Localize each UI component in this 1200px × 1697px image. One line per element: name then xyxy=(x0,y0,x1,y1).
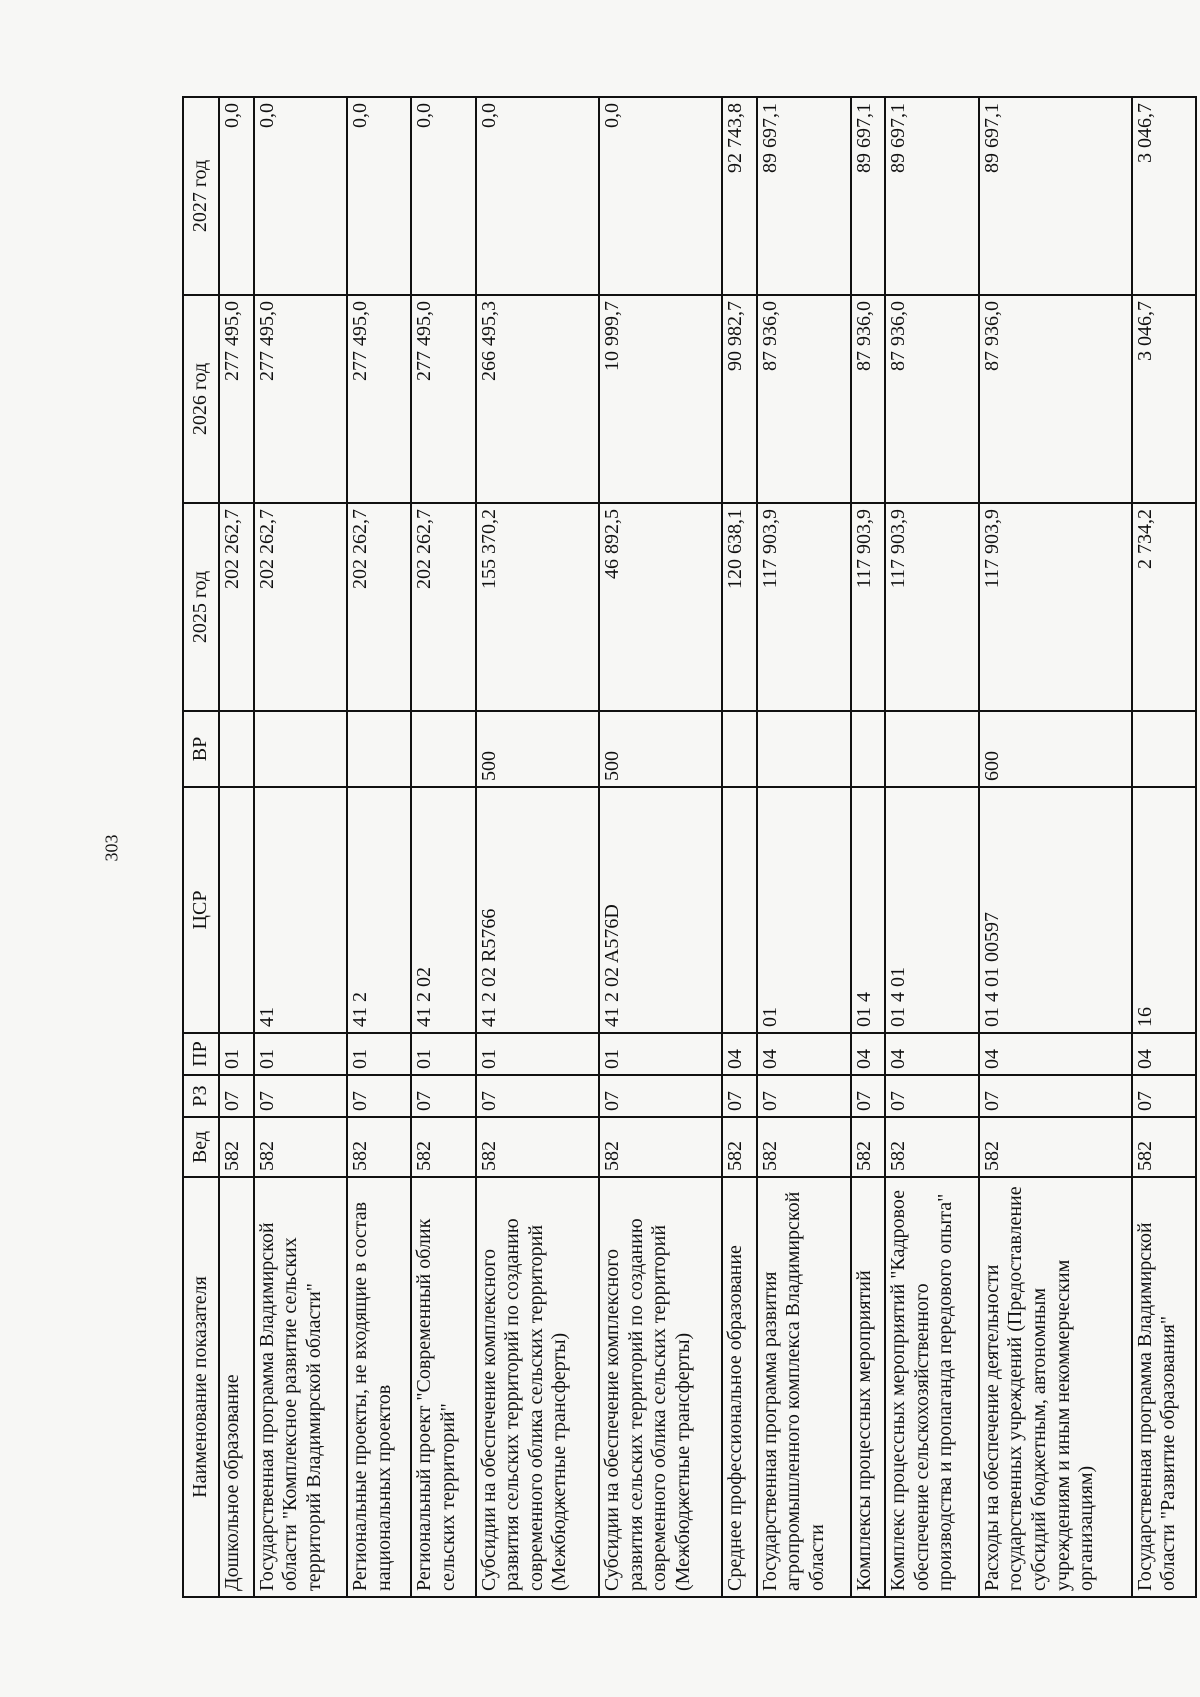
cell-ved: 582 xyxy=(851,1117,886,1177)
cell-2025: 117 903,9 xyxy=(979,503,1132,711)
header-vr: ВР xyxy=(183,711,219,787)
cell-vr: 500 xyxy=(476,711,599,787)
cell-ved: 582 xyxy=(599,1117,722,1177)
header-2025: 2025 год xyxy=(183,503,219,711)
cell-vr: 500 xyxy=(599,711,722,787)
cell-name: Расходы на обеспечение деятельности государственных учреждений (Предоставление субсидий бюджетным, автономным учреждениям и иным некоммерческим организациям) xyxy=(979,1177,1132,1597)
cell-csr: 16 xyxy=(1132,787,1196,1033)
cell-2027: 0,0 xyxy=(411,97,475,295)
cell-vr xyxy=(851,711,886,787)
cell-vr xyxy=(885,711,979,787)
cell-2027: 0,0 xyxy=(219,97,254,295)
cell-rz: 07 xyxy=(347,1075,411,1117)
cell-pr: 01 xyxy=(411,1033,475,1075)
cell-ved: 582 xyxy=(1132,1117,1196,1177)
cell-ved: 582 xyxy=(411,1117,475,1177)
page-number: 303 xyxy=(101,834,122,862)
table-row xyxy=(885,97,979,1597)
cell-csr: 01 4 01 00597 xyxy=(979,787,1132,1033)
cell-2025: 117 903,9 xyxy=(885,503,979,711)
cell-2026: 3 046,7 xyxy=(1132,295,1196,503)
table-row xyxy=(476,97,599,1597)
cell-2025: 202 262,7 xyxy=(219,503,254,711)
cell-2027: 89 697,1 xyxy=(979,97,1132,295)
cell-2027: 89 697,1 xyxy=(851,97,886,295)
cell-csr: 41 xyxy=(254,787,348,1033)
cell-2026: 87 936,0 xyxy=(757,295,851,503)
cell-vr xyxy=(1132,711,1196,787)
cell-rz: 07 xyxy=(411,1075,475,1117)
cell-2026: 277 495,0 xyxy=(219,295,254,503)
cell-vr xyxy=(411,711,475,787)
cell-2027: 0,0 xyxy=(476,97,599,295)
cell-vr xyxy=(722,711,757,787)
table-row xyxy=(219,97,254,1597)
cell-pr: 04 xyxy=(885,1033,979,1075)
cell-name: Государственная программа Владимирской области "Развитие образования" xyxy=(1132,1177,1196,1597)
table-row xyxy=(599,97,722,1597)
cell-name: Комплексы процессных мероприятий xyxy=(851,1177,886,1597)
cell-2026: 10 999,7 xyxy=(599,295,722,503)
cell-name: Региональный проект "Современный облик сельских территорий" xyxy=(411,1177,475,1597)
cell-pr: 01 xyxy=(599,1033,722,1075)
cell-csr: 41 2 xyxy=(347,787,411,1033)
cell-pr: 01 xyxy=(254,1033,348,1075)
cell-name: Государственная программа развития агропромышленного комплекса Владимирской области xyxy=(757,1177,851,1597)
cell-rz: 07 xyxy=(1132,1075,1196,1117)
header-2027: 2027 год xyxy=(183,97,219,295)
cell-name: Региональные проекты, не входящие в состав национальных проектов xyxy=(347,1177,411,1597)
cell-2025: 2 734,2 xyxy=(1132,503,1196,711)
cell-pr: 04 xyxy=(722,1033,757,1075)
cell-2027: 0,0 xyxy=(347,97,411,295)
header-name: Наименование показателя xyxy=(183,1177,219,1597)
cell-vr xyxy=(219,711,254,787)
cell-rz: 07 xyxy=(885,1075,979,1117)
cell-2025: 202 262,7 xyxy=(347,503,411,711)
cell-ved: 582 xyxy=(347,1117,411,1177)
cell-ved: 582 xyxy=(757,1117,851,1177)
cell-2026: 266 495,3 xyxy=(476,295,599,503)
cell-2025: 117 903,9 xyxy=(757,503,851,711)
cell-2026: 87 936,0 xyxy=(979,295,1132,503)
cell-ved: 582 xyxy=(476,1117,599,1177)
cell-csr: 41 2 02 R5766 xyxy=(476,787,599,1033)
cell-2027: 0,0 xyxy=(599,97,722,295)
cell-2027: 89 697,1 xyxy=(885,97,979,295)
cell-2026: 87 936,0 xyxy=(851,295,886,503)
cell-vr xyxy=(757,711,851,787)
cell-csr: 41 2 02 A576D xyxy=(599,787,722,1033)
cell-2026: 90 982,7 xyxy=(722,295,757,503)
cell-ved: 582 xyxy=(885,1117,979,1177)
cell-ved: 582 xyxy=(219,1117,254,1177)
cell-2027: 0,0 xyxy=(254,97,348,295)
cell-csr: 01 4 01 xyxy=(885,787,979,1033)
cell-2025: 117 903,9 xyxy=(851,503,886,711)
table-row xyxy=(1132,97,1196,1597)
rotated-table-container xyxy=(182,98,1197,1598)
cell-csr: 01 xyxy=(757,787,851,1033)
table-row xyxy=(757,97,851,1597)
table-row xyxy=(254,97,348,1597)
cell-csr: 01 4 xyxy=(851,787,886,1033)
cell-ved: 582 xyxy=(979,1117,1132,1177)
cell-rz: 07 xyxy=(851,1075,886,1117)
cell-csr xyxy=(219,787,254,1033)
cell-pr: 01 xyxy=(347,1033,411,1075)
cell-2027: 92 743,8 xyxy=(722,97,757,295)
header-ved: Вед xyxy=(183,1117,219,1177)
header-csr: ЦСР xyxy=(183,787,219,1033)
cell-csr xyxy=(722,787,757,1033)
cell-2027: 89 697,1 xyxy=(757,97,851,295)
cell-name: Среднее профессиональное образование xyxy=(722,1177,757,1597)
table-row xyxy=(722,97,757,1597)
cell-pr: 04 xyxy=(757,1033,851,1075)
cell-ved: 582 xyxy=(722,1117,757,1177)
cell-name: Субсидии на обеспечение комплексного развития сельских территорий по созданию современного облика сельских территорий (Межбюджетные трансферты) xyxy=(599,1177,722,1597)
cell-rz: 07 xyxy=(254,1075,348,1117)
table-row xyxy=(347,97,411,1597)
cell-name: Дошкольное образование xyxy=(219,1177,254,1597)
cell-pr: 04 xyxy=(1132,1033,1196,1075)
cell-name: Субсидии на обеспечение комплексного развития сельских территорий по созданию современного облика сельских территорий (Межбюджетные трансферты) xyxy=(476,1177,599,1597)
header-2026: 2026 год xyxy=(183,295,219,503)
cell-rz: 07 xyxy=(476,1075,599,1117)
cell-2025: 155 370,2 xyxy=(476,503,599,711)
cell-2025: 202 262,7 xyxy=(411,503,475,711)
cell-vr xyxy=(254,711,348,787)
cell-2026: 277 495,0 xyxy=(254,295,348,503)
cell-csr: 41 2 02 xyxy=(411,787,475,1033)
cell-rz: 07 xyxy=(219,1075,254,1117)
cell-rz: 07 xyxy=(979,1075,1132,1117)
table-row xyxy=(851,97,886,1597)
budget-table xyxy=(182,96,1197,1598)
cell-2025: 202 262,7 xyxy=(254,503,348,711)
table-row xyxy=(979,97,1132,1597)
cell-pr: 04 xyxy=(851,1033,886,1075)
cell-2025: 46 892,5 xyxy=(599,503,722,711)
cell-pr: 01 xyxy=(476,1033,599,1075)
cell-2026: 277 495,0 xyxy=(347,295,411,503)
cell-rz: 07 xyxy=(757,1075,851,1117)
header-rz: РЗ xyxy=(183,1075,219,1117)
cell-pr: 04 xyxy=(979,1033,1132,1075)
table-row xyxy=(411,97,475,1597)
cell-name: Государственная программа Владимирской области "Комплексное развитие сельских территорий Владимирской области" xyxy=(254,1177,348,1597)
cell-2026: 277 495,0 xyxy=(411,295,475,503)
cell-rz: 07 xyxy=(599,1075,722,1117)
cell-pr: 01 xyxy=(219,1033,254,1075)
cell-vr: 600 xyxy=(979,711,1132,787)
cell-2026: 87 936,0 xyxy=(885,295,979,503)
cell-ved: 582 xyxy=(254,1117,348,1177)
cell-2027: 3 046,7 xyxy=(1132,97,1196,295)
table-header xyxy=(183,97,219,1597)
cell-vr xyxy=(347,711,411,787)
header-pr: ПР xyxy=(183,1033,219,1075)
cell-rz: 07 xyxy=(722,1075,757,1117)
cell-2025: 120 638,1 xyxy=(722,503,757,711)
cell-name: Комплекс процессных мероприятий "Кадровое обеспечение сельскохозяйственного производства и пропаганда передового опыта" xyxy=(885,1177,979,1597)
